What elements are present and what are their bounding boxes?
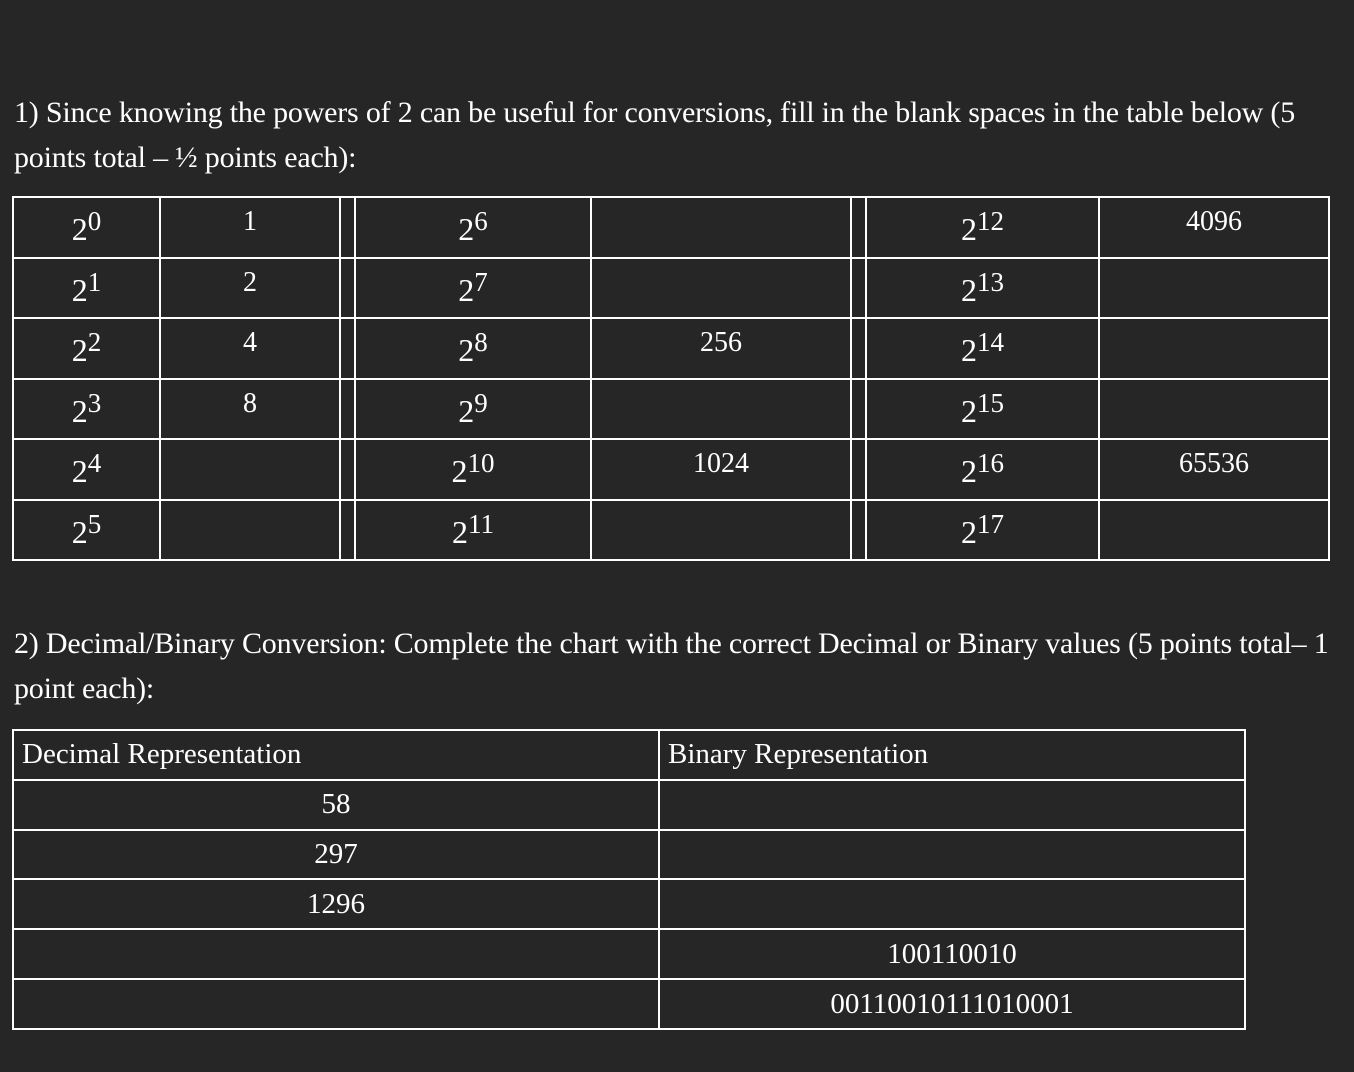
decimal-cell[interactable]: 58 (13, 780, 659, 830)
power-base: 2 (961, 332, 977, 368)
power-value-cell[interactable] (1099, 379, 1329, 440)
power-expression-cell (13, 379, 160, 440)
power-base: 2 (458, 332, 475, 368)
column-separator (340, 318, 355, 379)
powers-row (13, 318, 1329, 379)
decimal-cell[interactable] (13, 979, 659, 1029)
power-exponent: 12 (977, 206, 1004, 236)
power-exponent: 8 (474, 327, 488, 357)
question-2-text: 2) Decimal/Binary Conversion: Complete the chart with the correct Decimal or Binary values (5 points total– 1 point each): (14, 627, 1329, 705)
power-expression-cell (355, 500, 591, 561)
decimal-header: Decimal Representation (13, 730, 659, 780)
powers-row (13, 500, 1329, 561)
power-base: 2 (961, 453, 977, 489)
power-exponent: 9 (474, 387, 488, 418)
power-value-cell[interactable] (591, 379, 851, 440)
column-separator (340, 439, 355, 500)
column-separator (851, 318, 866, 379)
power-expression-cell (13, 197, 160, 258)
power-exponent: 16 (977, 448, 1004, 478)
decimal-cell[interactable]: 1296 (13, 879, 659, 929)
power-expression-cell (866, 500, 1099, 561)
power-exponent: 2 (87, 327, 102, 357)
column-separator (851, 379, 866, 440)
power-value-cell[interactable] (160, 500, 340, 561)
power-base: 2 (961, 392, 977, 429)
power-base: 2 (961, 271, 977, 308)
power-base: 2 (71, 332, 88, 368)
power-base: 2 (71, 271, 88, 308)
conversion-row (13, 780, 1245, 830)
power-value-cell[interactable] (1099, 318, 1329, 379)
power-base: 2 (961, 211, 977, 247)
column-separator (340, 500, 355, 561)
power-expression-cell (866, 439, 1099, 500)
powers-row (13, 379, 1329, 440)
power-base: 2 (961, 513, 977, 550)
power-exponent: 17 (977, 508, 1004, 539)
column-separator (340, 379, 355, 440)
power-expression-cell (13, 500, 160, 561)
power-exponent: 1 (87, 266, 102, 297)
power-value-cell[interactable] (1099, 500, 1329, 561)
power-expression-cell (866, 379, 1099, 440)
power-expression-cell (866, 197, 1099, 258)
power-base: 2 (451, 453, 468, 489)
powers-row (13, 258, 1329, 319)
power-exponent: 13 (977, 266, 1004, 297)
power-value-cell[interactable] (591, 197, 851, 258)
power-expression-cell (13, 318, 160, 379)
conversion-row (13, 879, 1245, 929)
power-value-cell[interactable]: 8 (160, 379, 340, 440)
power-exponent: 11 (468, 508, 494, 539)
powers-row (13, 439, 1329, 500)
column-separator (851, 197, 866, 258)
power-base: 2 (71, 513, 88, 550)
power-value-cell[interactable] (1099, 258, 1329, 319)
power-value-cell[interactable]: 4 (160, 318, 340, 379)
power-base: 2 (71, 392, 88, 429)
power-base: 2 (71, 453, 88, 489)
power-expression-cell (866, 318, 1099, 379)
power-value-cell[interactable]: 2 (160, 258, 340, 319)
power-base: 2 (458, 392, 475, 429)
power-exponent: 5 (87, 508, 102, 539)
binary-cell[interactable] (659, 830, 1245, 880)
conversion-header-row (13, 730, 1245, 780)
conversion-row (13, 979, 1245, 1029)
powers-row (13, 197, 1329, 258)
binary-cell[interactable]: 00110010111010001 (659, 979, 1245, 1029)
power-value-cell[interactable]: 256 (591, 318, 851, 379)
power-expression-cell (355, 197, 591, 258)
conversion-table (12, 729, 1246, 1030)
power-base: 2 (458, 271, 475, 308)
power-value-cell[interactable]: 65536 (1099, 439, 1329, 500)
power-exponent: 10 (467, 448, 495, 478)
power-expression-cell (13, 258, 160, 319)
column-separator (340, 197, 355, 258)
power-base: 2 (71, 211, 88, 247)
column-separator (851, 500, 866, 561)
conversion-row (13, 830, 1245, 880)
power-expression-cell (355, 379, 591, 440)
binary-header: Binary Representation (659, 730, 1245, 780)
decimal-cell[interactable]: 297 (13, 830, 659, 880)
power-exponent: 15 (977, 387, 1004, 418)
question-1-text: 1) Since knowing the powers of 2 can be useful for conversions, fill in the blank spaces in the table below (5 points total – ½ points each): (14, 96, 1295, 174)
power-value-cell[interactable]: 1 (160, 197, 340, 258)
power-expression-cell (13, 439, 160, 500)
power-exponent: 4 (87, 448, 102, 478)
power-value-cell[interactable] (591, 258, 851, 319)
power-expression-cell (866, 258, 1099, 319)
power-exponent: 3 (87, 387, 102, 418)
column-separator (340, 258, 355, 319)
power-base: 2 (458, 211, 475, 247)
power-value-cell[interactable]: 4096 (1099, 197, 1329, 258)
power-exponent: 7 (474, 266, 488, 297)
power-base: 2 (452, 513, 468, 550)
power-expression-cell (355, 318, 591, 379)
conversion-row (13, 929, 1245, 979)
powers-of-two-table (12, 196, 1330, 561)
decimal-cell[interactable] (13, 929, 659, 979)
power-value-cell[interactable] (160, 439, 340, 500)
power-value-cell[interactable] (591, 500, 851, 561)
power-exponent: 6 (474, 206, 488, 236)
binary-cell[interactable] (659, 780, 1245, 830)
power-expression-cell (355, 439, 591, 500)
binary-cell[interactable]: 100110010 (659, 929, 1245, 979)
binary-cell[interactable] (659, 879, 1245, 929)
column-separator (851, 258, 866, 319)
power-value-cell[interactable]: 1024 (591, 439, 851, 500)
power-exponent: 0 (87, 206, 102, 236)
column-separator (851, 439, 866, 500)
power-expression-cell (355, 258, 591, 319)
power-exponent: 14 (977, 327, 1004, 357)
